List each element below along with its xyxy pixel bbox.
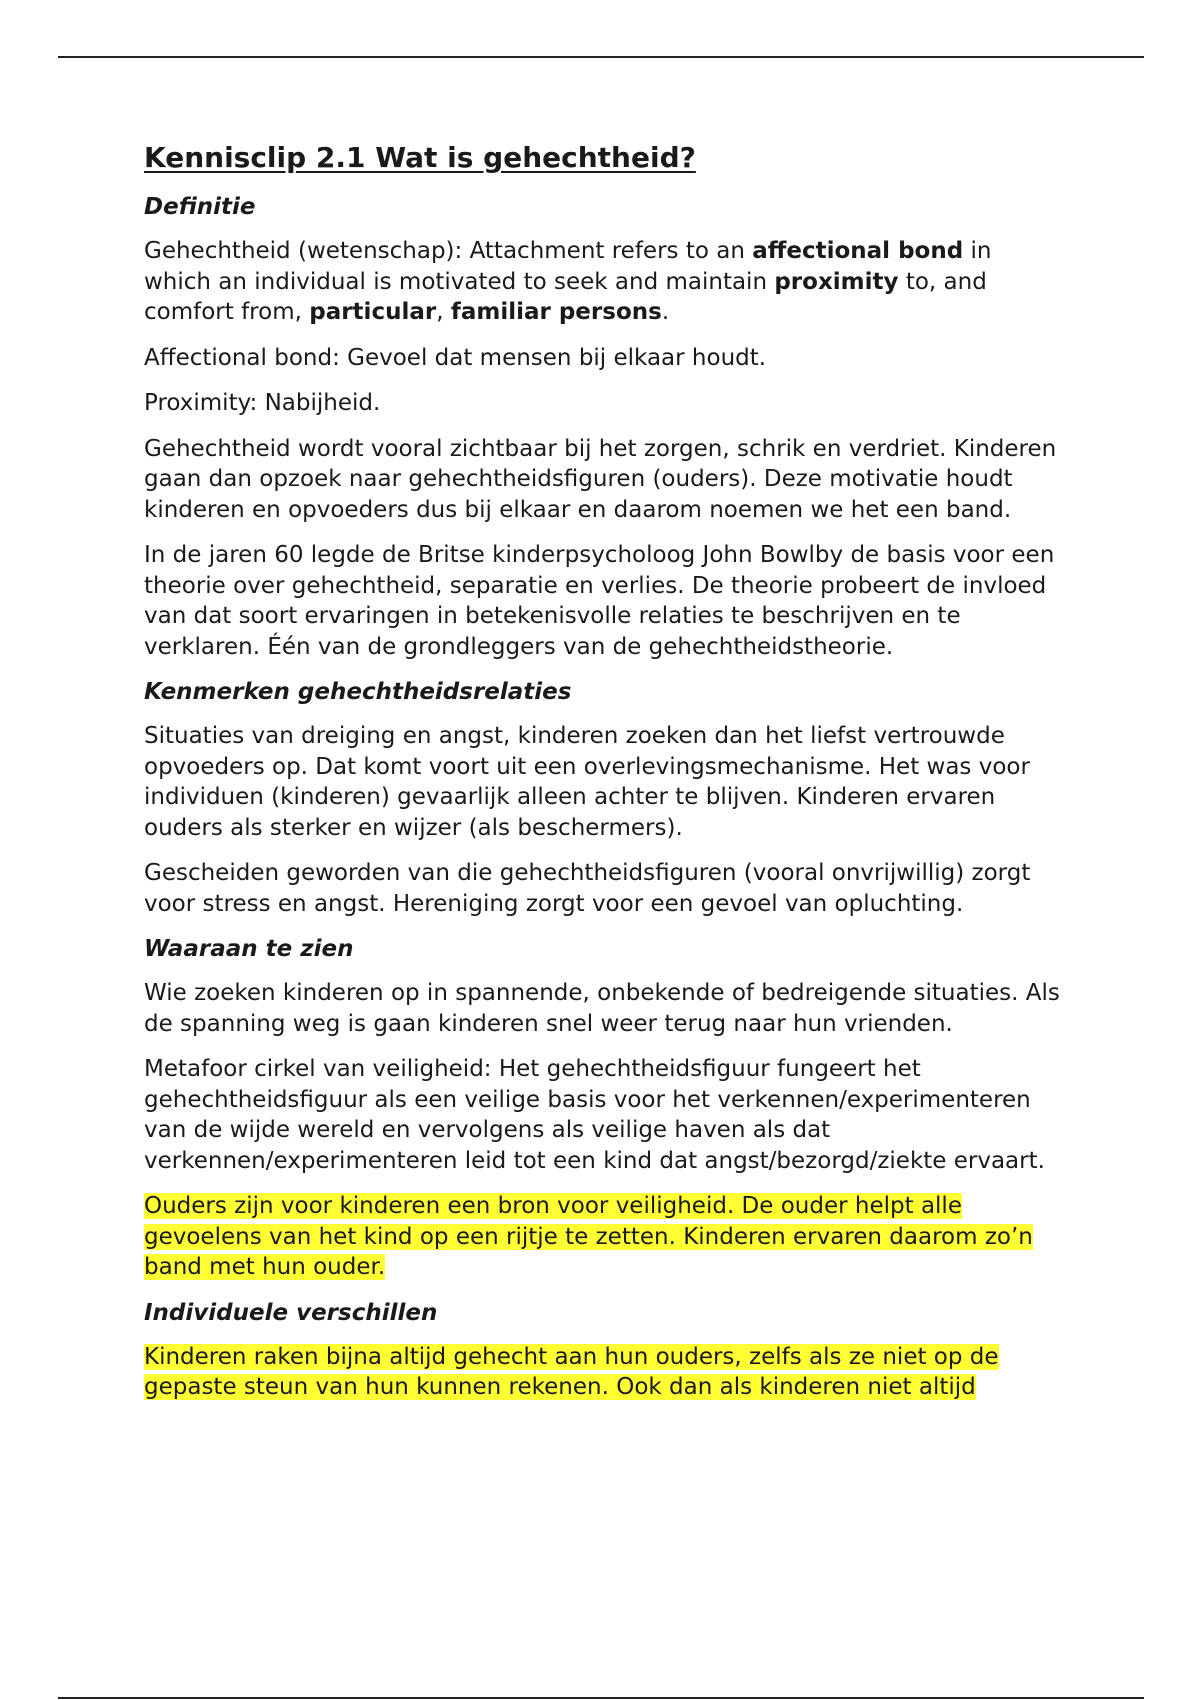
paragraph-affectional-bond: Affectional bond: Gevoel dat mensen bij elkaar houdt. [144, 344, 767, 371]
heading-individuele: Individuele verschillen [144, 1299, 438, 1326]
def-term-particular: particular [309, 299, 437, 325]
bottom-rule [58, 1697, 1144, 1699]
paragraph-ouders-veiligheid [144, 1191, 1064, 1283]
def-text-4: , [436, 299, 451, 325]
paragraph-gehechtheid-zichtbaar: Gehechtheid wordt vooral zichtbaar bij het zorgen, schrik en verdriet. Kinderen gaan dan opzoek naar gehechtheidsfiguren (ouders). Deze motivatie houdt kinderen en opvoeders dus bij elkaar en daarom noemen we het een band. [144, 435, 1057, 523]
top-rule [58, 56, 1144, 58]
def-text-1: Gehechtheid (wetenschap): Attachment refers to an [144, 238, 753, 264]
def-text-3: to, and comfort from, [144, 268, 987, 325]
heading-waaraan: Waaraan te zien [144, 936, 354, 962]
paragraph-metafoor: Metafoor cirkel van veiligheid: Het gehechtheidsfiguur fungeert het gehechtheidsfiguur als een veilige basis voor het verkennen/experimenteren van de wijde wereld en vervolgens als veilige haven als dat verkennen/experimenteren leid tot een kind dat angst/bezorgd/ziekte ervaart. [144, 1056, 1045, 1174]
def-text-2: in which an individual is motivated to seek and maintain [144, 238, 992, 295]
paragraph-kinderen-gehecht [144, 1342, 1064, 1403]
paragraph-wie-zoeken: Wie zoeken kinderen op in spannende, onbekende of bedreigende situaties. Als de spanning weg is gaan kinderen snel weer terug naar hun vrienden. [144, 980, 1060, 1037]
heading-definitie: Definitie [144, 194, 256, 220]
def-term-proximity: proximity [774, 268, 899, 295]
def-term-affectional-bond: affectional bond [752, 238, 964, 264]
paragraph-dreiging: Situaties van dreiging en angst, kinderen zoeken dan het liefst vertrouwde opvoeders op. Dat komt voort uit een overlevingsmechanisme. Het was voor individuen (kinderen) gevaarlijk alleen achter te blijven. Kinderen ervaren ouders als sterker en wijzer (als beschermers). [144, 723, 1030, 841]
highlighted-text: Kinderen raken bijna altijd gehecht aan hun ouders, zelfs als ze niet op de gepaste steun van hun kunnen rekenen. Ook dan als kinderen niet altijd [144, 1343, 999, 1400]
document-body [144, 138, 1064, 1418]
paragraph-proximity: Proximity: Nabijheid. [144, 390, 381, 416]
def-text-5: . [661, 299, 670, 325]
paragraph-bowlby: In de jaren 60 legde de Britse kinderpsycholoog John Bowlby de basis voor een theorie over gehechtheid, separatie en verlies. De theorie probeert de invloed van dat soort ervaringen in betekenisvolle relaties te beschrijven en te verklaren. Één van de grondleggers van de gehechtheidstheorie. [144, 542, 1055, 660]
highlighted-text: Ouders zijn voor kinderen een bron voor veiligheid. De ouder helpt alle gevoelens van het kind op een rijtje te zetten. Kinderen ervaren daarom zo’n band met hun ouder. [144, 1193, 1033, 1280]
page-title: Kennisclip 2.1 Wat is gehechtheid? [144, 141, 696, 174]
heading-kenmerken: Kenmerken gehechtheidsrelaties [144, 679, 572, 705]
definition-paragraph [144, 236, 1024, 328]
def-term-familiar-persons: familiar persons [450, 299, 662, 325]
paragraph-gescheiden: Gescheiden geworden van die gehechtheidsfiguren (vooral onvrijwillig) zorgt voor stress en angst. Hereniging zorgt voor een gevoel van opluchting. [144, 860, 1031, 917]
